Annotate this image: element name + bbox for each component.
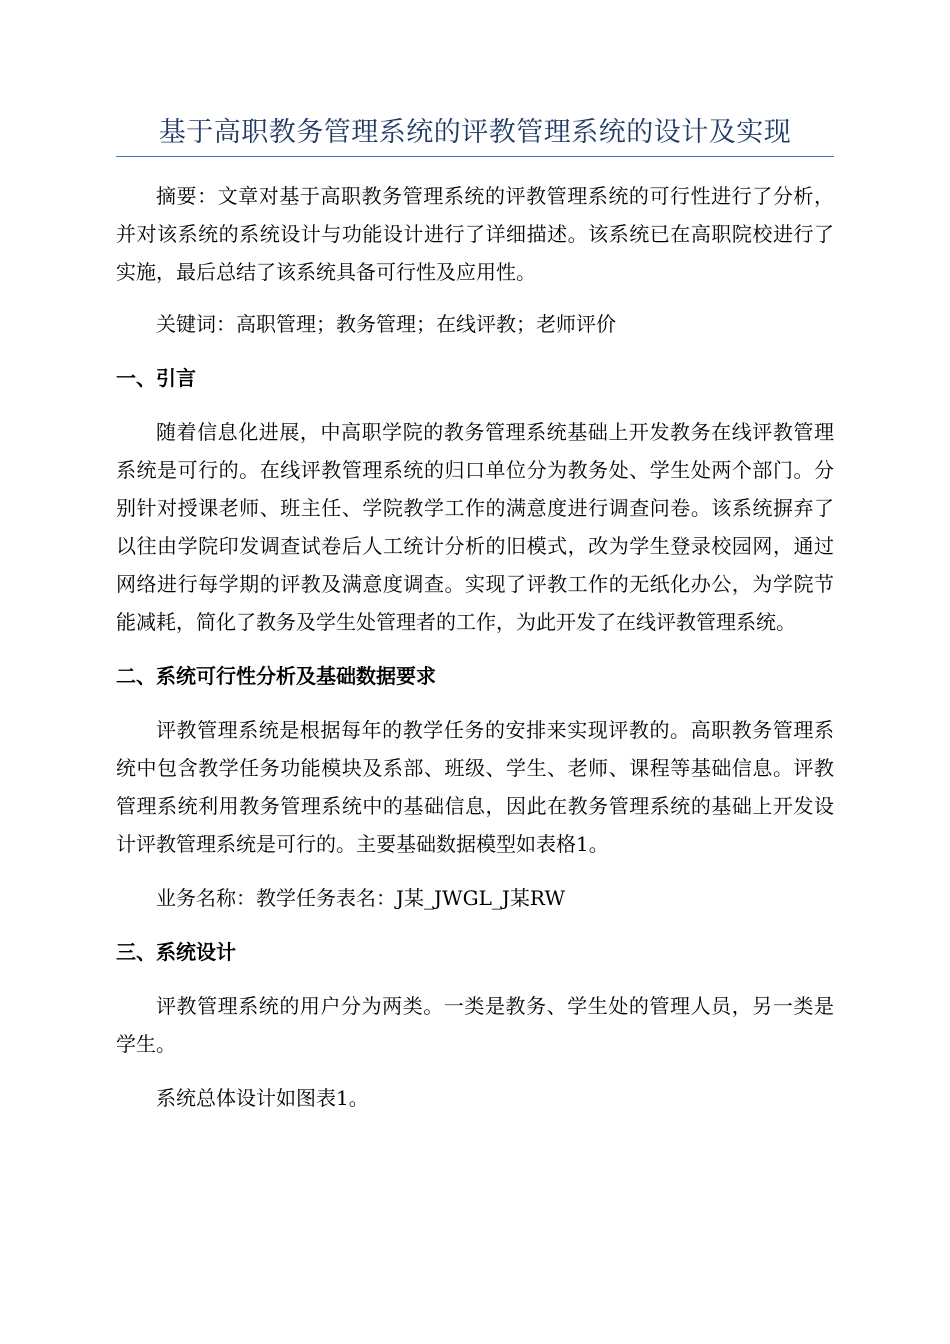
keywords-line: 关键词：高职管理；教务管理；在线评教；老师评价 bbox=[156, 312, 616, 336]
section-heading-introduction: 一、引言 bbox=[116, 366, 196, 390]
feasibility-paragraph: 评教管理系统是根据每年的教学任务的安排来实现评教的。高职教务管理系统中包含教学任务功能模块及系部、班级、学生、老师、课程等基础信息。评教管理系统利用教务管理系统中的基础信息，因此在教务管理系统的基础上开发设计评教管理系统是可行的。主要基础数据模型如表格1。 bbox=[116, 718, 834, 856]
system-design-paragraph: 评教管理系统的用户分为两类。一类是教务、学生处的管理人员，另一类是学生。 bbox=[116, 994, 834, 1056]
introduction-paragraph: 随着信息化进展，中高职学院的教务管理系统基础上开发教务在线评教管理系统是可行的。在线评教管理系统的归口单位分为教务处、学生处两个部门。分别针对授课老师、班主任、学院教学工作的满意度进行调查问卷。该系统摒弃了以往由学院印发调查试卷后人工统计分析的旧模式，改为学生登录校园网，通过网络进行每学期的评教及满意度调查。实现了评教工作的无纸化办公，为学院节能减耗，简化了教务及学生处管理者的工作，为此开发了在线评教管理系统。 bbox=[116, 420, 834, 634]
abstract-paragraph: 摘要：文章对基于高职教务管理系统的评教管理系统的可行性进行了分析，并对该系统的系统设计与功能设计进行了详细描述。该系统已在高职院校进行了实施，最后总结了该系统具备可行性及应用性。 bbox=[116, 184, 834, 284]
document-title: 基于高职教务管理系统的评教管理系统的设计及实现 bbox=[116, 112, 834, 157]
document-page bbox=[116, 112, 834, 1117]
business-name-line: 业务名称：教学任务表名：J某_JWGL_J某RW bbox=[156, 886, 566, 910]
section-heading-system-design: 三、系统设计 bbox=[116, 940, 236, 964]
section-heading-feasibility: 二、系统可行性分析及基础数据要求 bbox=[116, 664, 436, 688]
overall-design-line: 系统总体设计如图表1。 bbox=[156, 1086, 369, 1110]
